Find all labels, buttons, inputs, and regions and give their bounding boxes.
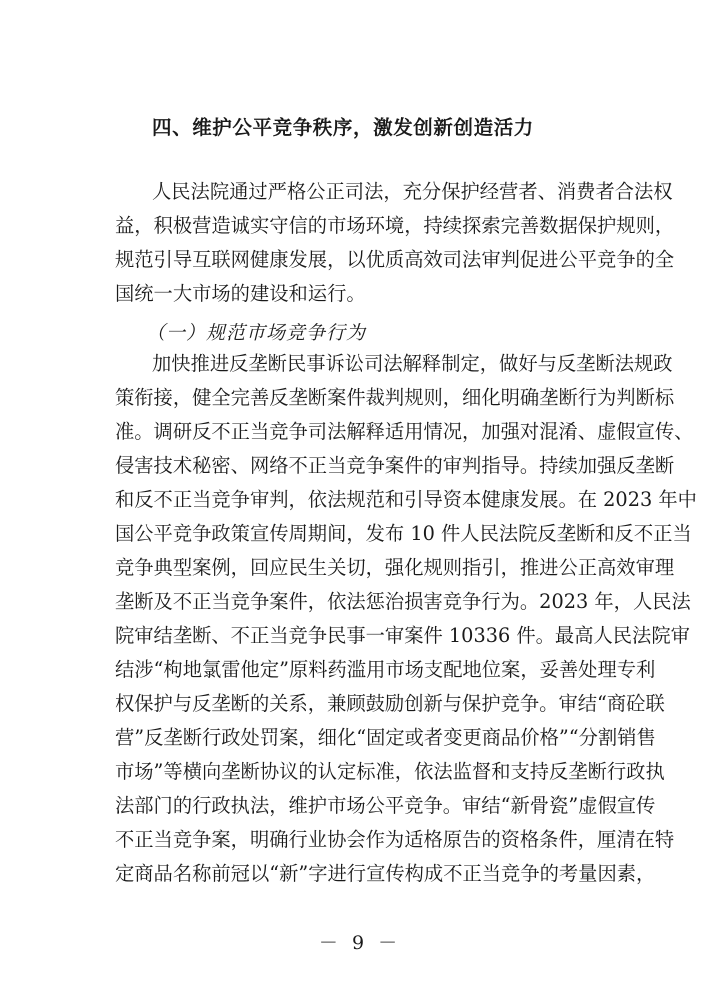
paragraph-line: 定商品名称前冠以“新”字进行宣传构成不正当竞争的考量因素， [115,862,656,885]
paragraph-line: 竞争典型案例，回应民生关切，强化规则指引，推进公正高效审理 [115,556,675,579]
paragraph-line: 准。调研反不正当竞争司法解释适用情况，加强对混淆、虚假宣传、 [115,420,694,443]
paragraph-line: 法部门的行政执法，维护市场公平竞争。审结“新骨瓷”虚假宣传 [115,794,656,817]
paragraph-line: 院审结垄断、不正当竞争民事一审案件 10336 件。最高人民法院审 [115,624,690,647]
paragraph-line: 益，积极营造诚实守信的市场环境，持续探索完善数据保护规则， [115,214,675,237]
paragraph-line: 人民法院通过严格公正司法，充分保护经营者、消费者合法权 [152,180,673,203]
section-heading: 四、维护公平竞争秩序，激发创新创造活力 [152,116,534,139]
paragraph-line: 规范引导互联网健康发展，以优质高效司法审判促进公平竞争的全 [115,248,675,271]
subsection-heading: （一）规范市场竞争行为 [146,322,367,344]
paragraph-line: 和反不正当竞争审判，依法规范和引导资本健康发展。在 2023 年中 [115,488,697,511]
paragraph-line: 垄断及不正当竞争案件，依法惩治损害竞争行为。2023 年，人民法 [115,590,691,613]
paragraph-line: 权保护与反垄断的关系，兼顾鼓励创新与保护竞争。审结“商砼联 [115,692,665,715]
paragraph-line: 国统一大市场的建设和运行。 [115,282,366,305]
paragraph-line: 不正当竞争案，明确行业协会作为适格原告的资格条件，厘清在特 [115,828,675,851]
paragraph-line: 结涉“枸地氯雷他定”原料药滥用市场支配地位案，妥善处理专利 [115,658,656,681]
paragraph-line: 国公平竞争政策宣传周期间，发布 10 件人民法院反垄断和反不正当 [115,522,692,545]
page-number: － 9 － [318,932,402,954]
paragraph-line: 营”反垄断行政处罚案，细化“固定或者变更商品价格”“分割销售 [115,726,656,749]
paragraph-line: 侵害技术秘密、网络不正当竞争案件的审判指导。持续加强反垄断 [115,454,675,477]
paragraph-line: 加快推进反垄断民事诉讼司法解释制定，做好与反垄断法规政 [152,352,673,375]
paragraph-line: 策衔接，健全完善反垄断案件裁判规则，细化明确垄断行为判断标 [115,386,675,409]
paragraph-line: 市场”等横向垄断协议的认定标准，依法监督和支持反垄断行政执 [115,760,665,783]
